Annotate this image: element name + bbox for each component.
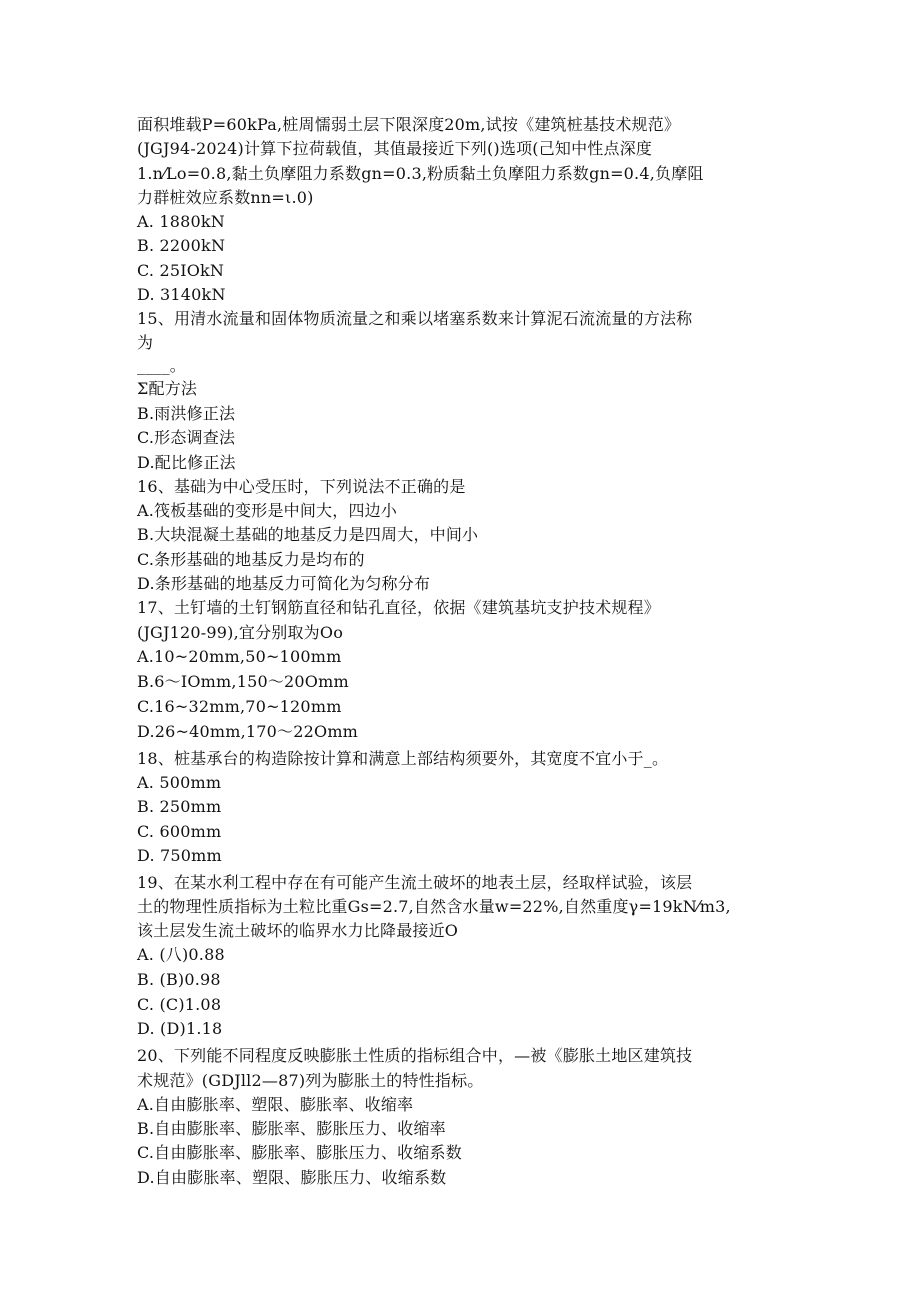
option-c: C.自由膨胀率、膨胀率、膨胀压力、收缩系数: [137, 1143, 462, 1162]
option-b: B.雨洪修正法: [137, 404, 236, 423]
option-b: B. 250mm: [137, 797, 222, 816]
option-a: A. 1880kN: [137, 212, 225, 231]
option-c: C. 25IOkN: [137, 261, 225, 280]
option-d: D.条形基础的地基反力可简化为匀称分布: [137, 574, 431, 593]
text-line: 1.n⁄Lo=0.8,黏土负摩阻力系数gn=0.3,粉质黏土负摩阻力系数gn=0.4,负摩阻: [137, 164, 704, 183]
option-a: Σ配方法: [137, 379, 198, 398]
question-15: 15、用清水流量和固体物质流量之和乘以堵塞系数来计算泥石流流量的方法称: [137, 309, 693, 328]
option-a: A.自由膨胀率、塑限、膨胀率、收缩率: [137, 1095, 414, 1114]
option-d: D. 3140kN: [137, 285, 226, 304]
option-d: D.自由膨胀率、塑限、膨胀压力、收缩系数: [137, 1168, 447, 1187]
option-c: C.形态调查法: [137, 428, 236, 447]
text-line: (JGJ94-2024)计算下拉荷载值，其值最接近下列()选项(己知中性点深度: [137, 139, 653, 158]
option-d: D.26~40mm,170～22Omm: [137, 722, 359, 741]
option-a: A.10~20mm,50~100mm: [137, 647, 342, 666]
option-a: A. (八)0.88: [137, 945, 225, 964]
option-b: B. (B)0.98: [137, 970, 221, 989]
text-line: ____。: [137, 356, 187, 375]
option-b: B. 2200kN: [137, 236, 226, 255]
option-c: C.16~32mm,70~120mm: [137, 697, 342, 716]
option-a: A.筏板基础的变形是中间大，四边小: [137, 501, 398, 520]
question-18: 18、桩基承台的构造除按计算和满意上部结构须要外，其宽度不宜小于_。: [137, 749, 669, 768]
text-line: 土的物理性质指标为土粒比重Gs=2.7,自然含水量w=22%,自然重度γ=19kN⁄m3,: [137, 897, 731, 916]
option-c: C. 600mm: [137, 822, 222, 841]
option-c: C.条形基础的地基反力是均布的: [137, 550, 365, 569]
option-a: A. 500mm: [137, 773, 222, 792]
text-line: 力群桩效应系数nn=ι.0): [137, 188, 314, 207]
option-b: B.自由膨胀率、膨胀率、膨胀压力、收缩率: [137, 1119, 446, 1138]
question-20: 20、下列能不同程度反映膨胀土性质的指标组合中，—被《膨胀土地区建筑技: [137, 1046, 693, 1065]
text-line: (JGJ120-99),宜分别取为Oo: [137, 623, 344, 642]
option-c: C. (C)1.08: [137, 995, 222, 1014]
option-d: D.配比修正法: [137, 453, 236, 472]
text-line: 术规范》(GDJll2—87)列为膨胀土的特性指标。: [137, 1071, 484, 1090]
option-b: B.大块混凝土基础的地基反力是四周大，中间小: [137, 525, 479, 544]
text-line: 为: [137, 333, 154, 352]
question-19: 19、在某水利工程中存在有可能产生流土破坏的地表土层，经取样试验，该层: [137, 873, 693, 892]
option-d: D. (D)1.18: [137, 1019, 223, 1038]
text-line: 该土层发生流土破坏的临界水力比降最接近O: [137, 921, 459, 940]
question-16: 16、基础为中心受压时，下列说法不正确的是: [137, 477, 466, 496]
text-line: 面积堆载P=60kPa,桩周懦弱土层下限深度20m,试按《建筑桩基技术规范》: [137, 115, 681, 134]
option-b: B.6～IOmm,150～20Omm: [137, 672, 349, 691]
option-d: D. 750mm: [137, 846, 222, 865]
question-17: 17、土钉墙的土钉钢筋直径和钻孔直径，依据《建筑基坑支护技术规程》: [137, 598, 660, 617]
